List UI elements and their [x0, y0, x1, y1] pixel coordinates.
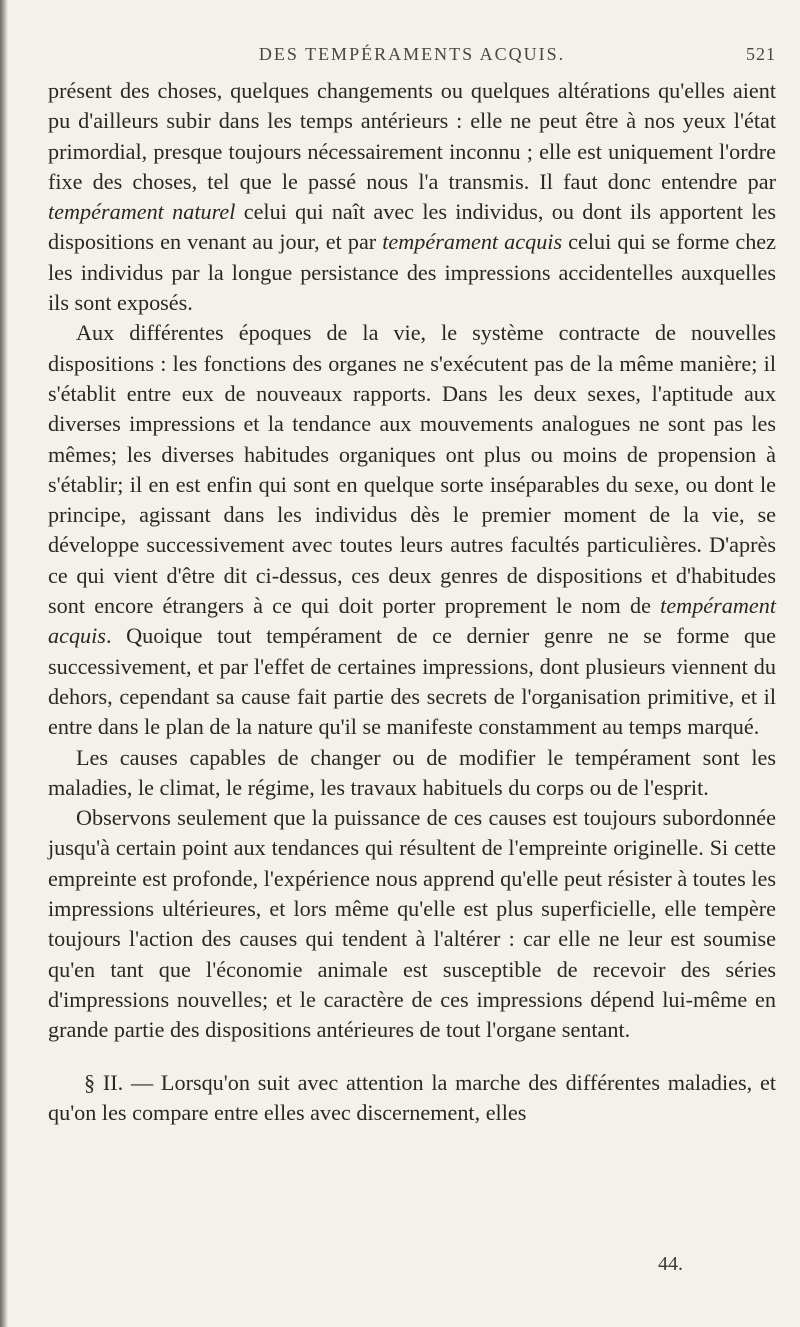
text-run: Observons seulement que la puissance de ces causes est toujours subordonnée jusqu'à certain point aux tendances qui résultent de l'empreinte originelle. Si cette empreinte est profonde, l'expérience nous apprend qu'elle peut résister à toutes les impressions ultérieures, et lors même qu'elle est plus superficielle, elle tempère toujours l'action des causes qui tendent à l'altérer : car elle ne leur est soumise qu'en tant que l'économie animale est susceptible de recevoir des séries d'impressions nouvelles; et le caractère de ces impressions dépend lui-même en grande partie des dispositions antérieures de tout l'organe sentant.: [48, 805, 776, 1043]
text-run: . Quoique tout tempérament de ce dernier genre ne se forme que successivement, et par l'effet de certaines impressions, dont plusieurs viennent du dehors, cependant sa cause fait partie des secrets de l'organisation primitive, et il entre dans le plan de la nature qu'il se manifeste constamment au temps marqué.: [48, 623, 776, 740]
text-run: celui qui naît avec les individus, ou dont ils apportent les dispositions en venant au jour, et par: [48, 199, 777, 255]
italic-term: tempérament naturel: [48, 199, 236, 225]
paragraph-1: [48, 76, 776, 318]
text-run: Aux différentes époques de la vie, le système contracte de nouvelles dispositions : les fonctions des organes ne s'exécutent pas de la même manière; il s'établit entre eux de nouveaux rapports. Dans les deux sexes, l'aptitude aux diverses impressions et la tendance aux mouvements analogues ne sont pas les mêmes; les diverses habitudes organiques ont plus ou moins de propension à s'établir; il en est enfin qui sont en quelque sorte inséparables du sexe, ou dont le principe, agissant dans les individus dès le premier moment de la vie, se développe successivement avec toutes leurs autres facultés particulières. D'après ce qui vient d'être dit ci-dessus, ces deux genres de dispositions et d'habitudes sont encore étrangers à ce qui doit porter proprement le nom de: [48, 320, 776, 619]
signature-mark: 44.: [658, 1253, 683, 1275]
paragraph-2: [48, 318, 776, 742]
body-text: [48, 76, 776, 1128]
text-run: celui qui se forme chez les individus par la longue persistance des impressions accidentelles auxquelles ils sont exposés.: [48, 229, 777, 316]
text-run: § II. — Lorsqu'on suit avec attention la marche des différentes maladies, et qu'on les compare entre elles avec discernement, elles: [48, 1069, 776, 1125]
text-run: présent des choses, quelques changements ou quelques altérations qu'elles aient pu d'ailleurs subir dans les temps antérieurs : elle ne peut être à nos yeux l'état primordial, presque toujours nécessairement inconnu ; elle est uniquement l'ordre fixe des choses, tel que le passé nous l'a transmis. Il faut donc entendre par: [48, 78, 776, 194]
section-paragraph: [48, 1068, 776, 1129]
book-page: [48, 44, 776, 1128]
italic-term: tempérament acquis: [382, 229, 563, 255]
page-number: 521: [746, 44, 776, 64]
running-head: [48, 44, 776, 76]
binding-edge: [0, 0, 8, 1327]
paragraph-3: [48, 743, 776, 804]
running-title: DES TEMPÉRAMENTS ACQUIS.: [258, 44, 566, 64]
text-run: Les causes capables de changer ou de modifier le tempérament sont les maladies, le climat, le régime, les travaux habituels du corps ou de l'esprit.: [48, 744, 776, 800]
italic-term: tempérament acquis: [48, 593, 776, 649]
paragraph-4: [48, 803, 776, 1045]
